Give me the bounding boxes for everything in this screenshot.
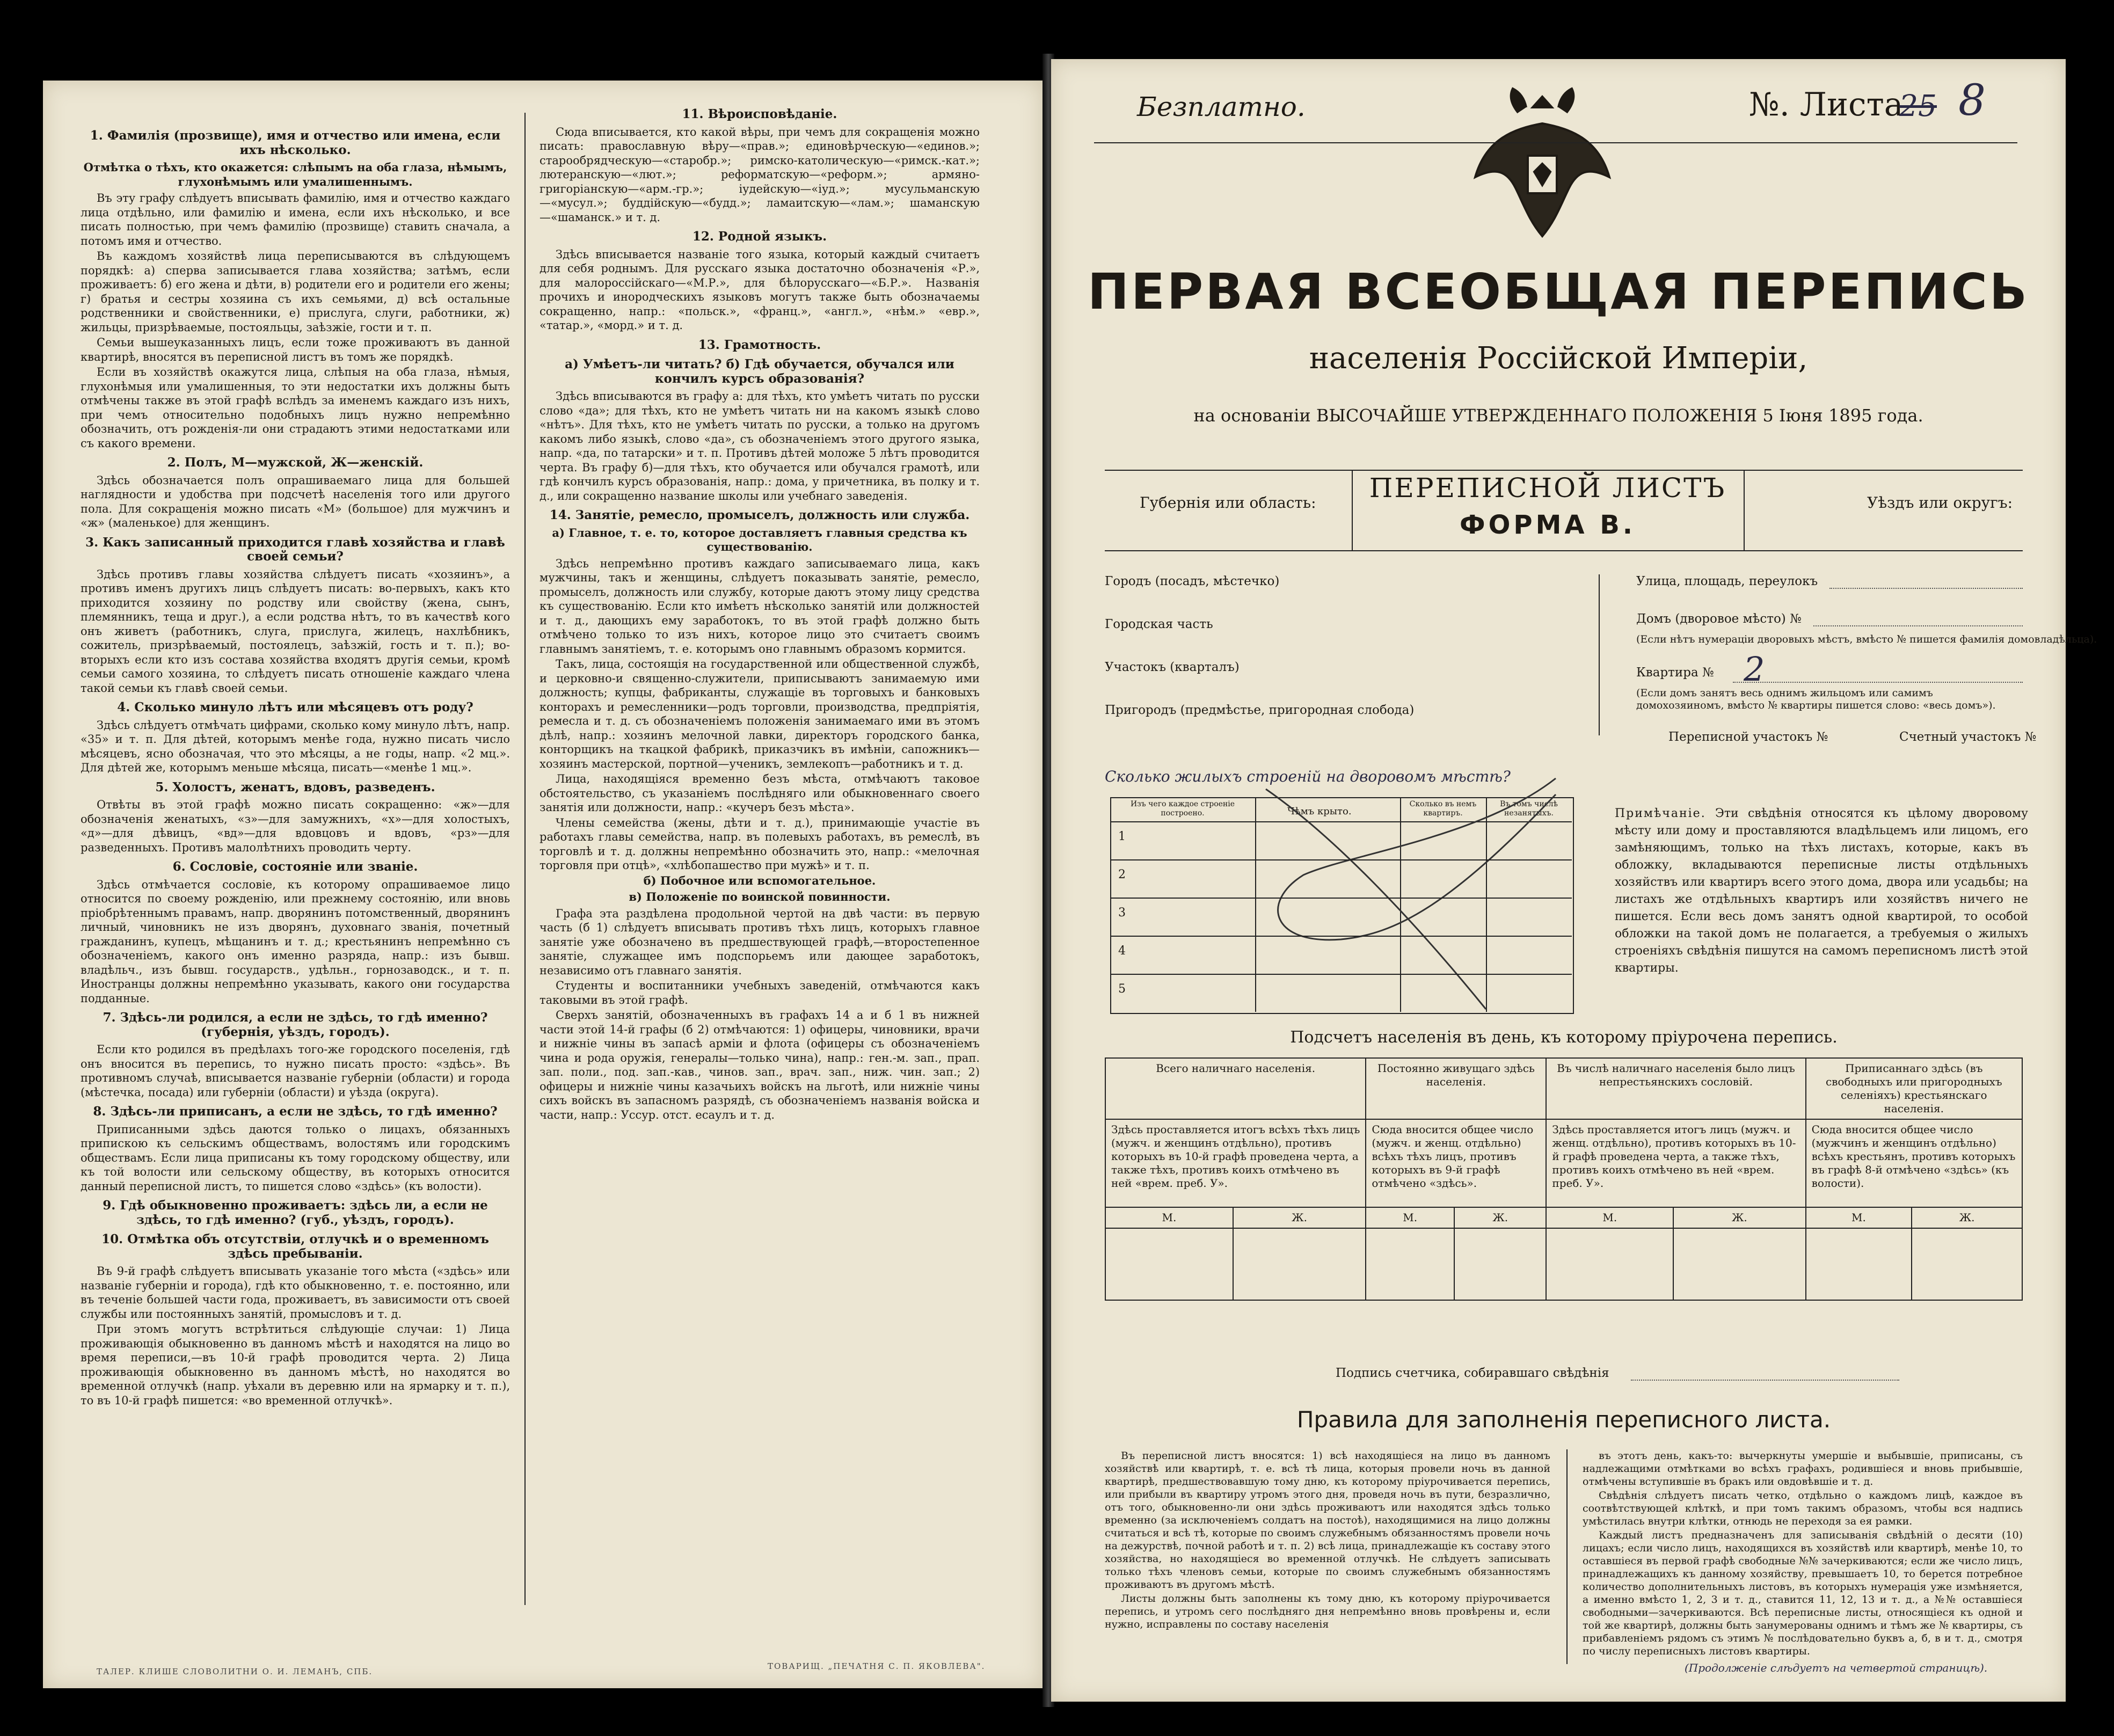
section-heading: 9. Гдѣ обыкновенно проживаетъ: здѣсь ли, а если не здѣсь, то гдѣ именно? (губ., уѣздъ, городъ). bbox=[103, 1198, 488, 1227]
section-heading: 1. Фамилія (прозвище), имя и отчество или имена, если ихъ нѣсколько. bbox=[90, 128, 501, 157]
pop-header-peasant: Приписаннаго здѣсь (въ свободныхъ или пригородныхъ селеніяхъ) крестьянскаго населенія. bbox=[1806, 1058, 2022, 1119]
house-note: (Если нѣтъ нумераціи дворовыхъ мѣстъ, вмѣсто № пишется фамилія домовладѣльца). bbox=[1636, 633, 2097, 645]
paragraph: Здѣсь слѣдуетъ отмѣчать цифрами, сколько кому минуло лѣтъ, напр. «35» и т. п. Для дѣтей, которымъ менѣе года, нужно писать число мѣсяцевъ, ясно обозначая, что это мѣсяцы, а не годы, напр. «2 мц.». Для дѣтей же, которымъ меньше мѣсяца, писать—«менѣе 1 мц.». bbox=[81, 718, 510, 774]
paragraph: Отвѣты въ этой графѣ можно писать сокращенно: «ж»—для обозначенія женатыхъ, «з»—для замужнихъ, «х»—для холостыхъ, «д»—для дѣвицъ, «вд»—для вдовцовъ и вдовъ, «рз»—для разведенныхъ. Противъ малолѣтнихъ проводить черту. bbox=[81, 798, 510, 854]
left-page bbox=[43, 81, 1043, 1688]
apartment-note-text: (Если домъ занятъ весь однимъ жильцомъ или самимъ домохозяиномъ, вмѣсто № квартиры пишется слово: «весь домъ»). bbox=[1636, 687, 1996, 711]
apartment-field[interactable] bbox=[1733, 682, 2023, 683]
header-rule bbox=[1094, 142, 2017, 143]
suburb-label: Пригородъ (предмѣстье, пригородная слобода) bbox=[1105, 703, 1415, 717]
pop-m-3: М. bbox=[1546, 1207, 1673, 1228]
pop-value-cell[interactable] bbox=[1233, 1228, 1366, 1300]
pop-value-cell[interactable] bbox=[1454, 1228, 1546, 1300]
section-heading: 10. Отмѣтка объ отсутствіи, отлучкѣ и о временномъ здѣсь пребываніи. bbox=[101, 1232, 489, 1261]
section-heading: 6. Сословіе, состояніе или званіе. bbox=[172, 859, 418, 874]
apartment-note bbox=[1636, 687, 2017, 712]
population-table bbox=[1105, 1057, 2023, 1301]
paragraph: Здѣсь вписываются въ графу а: для тѣхъ, кто умѣетъ читать по русски слово «да»; для тѣхъ, кто не умѣетъ читать ни на какомъ языкѣ слово «нѣтъ». Для тѣхъ, кто не умѣетъ читать по русски, а только на другомъ какомъ либо языкѣ, слово «да», съ обозначеніемъ этого другого языка, напр. «да, по татарски» и т. п. Противъ дѣтей моложе 5 лѣтъ проводится черта. Въ графу б)—для тѣхъ, кто обучается или обучался грамотѣ, или гдѣ кончилъ курсъ образованія, напр.: дома, у причетника, въ полку и т. д., или сокращенно название школы или учебнаго заведенія. bbox=[540, 390, 980, 502]
pop-f-2: Ж. bbox=[1454, 1207, 1546, 1228]
paragraph: Приписанными здѣсь даются только о лицахъ, обязанныхъ припискою къ сельскимъ обществамъ, волостямъ или городскимъ обществамъ. Если лица приписаны къ тому городскому обществу, или къ той волости или сельскому обществу, въ которыхъ относится данный переписной листъ, то пишется слово «здѣсь» (къ волости). bbox=[81, 1122, 510, 1193]
paragraph: Здѣсь вписывается названіе того языка, который каждый считаетъ для себя роднымъ. Для русскаго языка достаточно обозначенія «Р.», для малороссійскаго—«М.Р.», для бѣлорусскаго—«Б.Р.». Названія прочихъ и инородческихъ языковъ могутъ также быть обозначаемы сокращенно, напр.: «польск.», «франц.», «англ.», «нѣм.» «евр.», «татар.», «морд.» и т. д. bbox=[540, 247, 980, 332]
paragraph: Въ эту графу слѣдуетъ вписывать фамилію, имя и отчество каждаго лица отдѣльно, или фамилію и имена, если ихъ нѣсколько, и все писать полностью, при чемъ фамилію (прозвище) ставить сначала, а потомъ имя и отчество. bbox=[81, 192, 510, 247]
bld-header-material: Изъ чего каждое строеніе построено. bbox=[1130, 800, 1235, 818]
precinct-label: Участокъ (кварталъ) bbox=[1105, 660, 1240, 674]
pop-f-3: Ж. bbox=[1673, 1207, 1805, 1228]
rule-paragraph: Въ переписной листъ вносятся: 1) всѣ находящіеся на лицо въ данномъ хозяйствѣ или квартирѣ, т. е. всѣ тѣ лица, которыя провели ночь въ данной квартирѣ, предшествовавшую тому дню, къ которому пріурочивается перепись, или прибыли въ квартиру утромъ этого дня, проведя ночь въ пути, безразлично, отъ того, обыкновенно-ли они здѣсь проживаютъ или находятся здѣсь только временно (за исключеніемъ солдатъ на постоѣ), находящимися на лицо должны считаться и всѣ тѣ, которые по своимъ служебнымъ обязанностямъ провели ночь на дежурствѣ, почной работѣ и т. п. 2) всѣ лица, принадлежащіе къ составу этого хозяйства, но находящіеся во временной отлучкѣ. Не слѣдуетъ записывать только тѣхъ членовъ семьи, которые по своимъ служебнымъ обязанностямъ проживаютъ въ другомъ мѣстѣ. bbox=[1105, 1450, 1550, 1591]
pop-value-cell[interactable] bbox=[1546, 1228, 1673, 1300]
printer-credit-left: ТАЛЕР. КЛИШЕ СЛОВОЛИТНИ О. И. ЛЕМАНЪ, СПБ. bbox=[97, 1667, 373, 1676]
section-heading: 14. Занятіе, ремесло, промыселъ, должность или служба. bbox=[549, 508, 970, 522]
paragraph: Здѣсь обозначается полъ опрашиваемаго лица для большей наглядности и удобства при подсчетѣ населенія того или другого пола. Для сокращенія можно писать «М» (большое) для мужчинъ и «ж» (маленькое) для женщинъ. bbox=[81, 473, 510, 529]
free-label: Безплатно. bbox=[1137, 91, 1306, 122]
paragraph: Графа эта раздѣлена продольной чертой на двѣ части: въ первую часть (б 1) слѣдуетъ вписывать противъ тѣхъ лицъ, которыхъ главное занятіе уже обозначено въ предшествующей графѣ,—второстепенное занятіе, служащее имъ подспорьемъ или дающее заработокъ, независимо отъ главнаго занятія. bbox=[540, 907, 980, 977]
left-column-1 bbox=[81, 123, 510, 1632]
pop-m-4: М. bbox=[1806, 1207, 1912, 1228]
form-header-bottom-rule bbox=[1105, 550, 2023, 551]
bld-row-number: 4 bbox=[1118, 944, 1126, 958]
printer-credit-right: ТОВАРИЩ. „ПЕЧАТНЯ С. П. ЯКОВЛЕВА". bbox=[768, 1661, 986, 1671]
rule-paragraph: Каждый листъ предназначенъ для записыванія свѣдѣній о десяти (10) лицахъ; если число лицъ, находящихся въ хозяйствѣ или квартирѣ, менѣе 10, то оставшіеся въ первой графѣ свободные №№ зачеркиваются; если же число лицъ, принадлежащихъ къ данному хозяйству, превышаетъ 10, то берется потребное количество дополнительныхъ листовъ, въ которыхъ нумерація уже измѣняется, а именно вмѣсто 1, 2, 3 и т. д., ставится 11, 12, 13 и т. д., а №№ оставшіеся свободными—зачеркиваются. Всѣ переписные листы, относящіеся къ одной и той же квартирѣ, должны быть занумерованы однимъ и тѣмъ же № квартиры, съ прибавленіемъ рядомъ съ этимъ № послѣдовательно буквъ а, б, в и т. д., смотря по числу переписныхъ листовъ квартиры. bbox=[1583, 1529, 2023, 1657]
pop-desc-peasant: Сюда вносится общее число (мужчинъ и женщинъ отдѣльно) всѣхъ крестьянъ, противъ которыхъ въ графѣ 8-й отмѣчено «здѣсь» (къ волости). bbox=[1806, 1119, 2022, 1207]
pop-header-resident: Постоянно живущаго здѣсь населенія. bbox=[1366, 1058, 1546, 1119]
note-text: Эти свѣдѣнія относятся къ цѣлому дворовому мѣсту или дому и проставляются владѣльцемъ или лицомъ, его замѣняющимъ, только на тѣхъ листахъ, которые, какъ въ обложку, вкладываются переписные листы отдѣльныхъ хозяйствъ или квартиръ всего этого дома, двора или усадьбы; на листахъ же отдѣльныхъ квартиръ или хозяйствъ ничего не пишется. Если весь домъ занятъ одной квартирой, то особой обложки на такой домъ не полагается, а требуемыя о жилыхъ строеніяхъ свѣдѣнія пишутся на самомъ переписномъ листѣ этой квартиры. bbox=[1615, 807, 2028, 975]
section-heading: 11. Вѣроисповѣданіе. bbox=[682, 107, 837, 121]
rule-paragraph: Свѣдѣнія слѣдуетъ писать четко, отдѣльно о каждомъ лицѣ, каждое въ соотвѣтствующей клѣткѣ, и при томъ такимъ образомъ, чтобы вся надпись умѣстилась внутри клѣтки, отнюдь не переходя за ея рамки. bbox=[1583, 1490, 2023, 1527]
district-uezd-label: Уѣздъ или округъ: bbox=[1867, 494, 2013, 512]
pop-m-2: М. bbox=[1366, 1207, 1454, 1228]
street-field[interactable] bbox=[1829, 588, 2023, 589]
column-divider bbox=[524, 113, 526, 1605]
census-subtitle: населенія Россійской Имперіи, bbox=[1309, 341, 1808, 376]
buildings-question: Сколько жилыхъ строеній на дворовомъ мѣстѣ? bbox=[1105, 768, 1511, 785]
paragraph: Члены семейства (жены, дѣти и т. д.), принимающіе участіе въ работахъ главы семейства, напр. въ полевыхъ работахъ, въ ремеслѣ, въ торговлѣ и т. д. должны непремѣнно обозначить это, напр.: «мелочная торговля при отцѣ», «хлѣбопашество при мужѣ» и т. п. bbox=[540, 816, 980, 872]
street-label: Улица, площадь, переулокъ bbox=[1636, 574, 1818, 588]
bld-row-rule bbox=[1110, 859, 1572, 860]
census-district-label: Переписной участокъ № bbox=[1668, 730, 1828, 744]
section-subheading: Отмѣтка о тѣхъ, кто окажется: слѣпымъ на оба глаза, нѣмымъ, глухонѣмымъ или умалишеннымъ. bbox=[83, 161, 507, 188]
pop-value-cell[interactable] bbox=[1673, 1228, 1805, 1300]
bld-row-number: 3 bbox=[1118, 906, 1126, 920]
pop-value-cell[interactable] bbox=[1806, 1228, 1912, 1300]
count-district-label: Счетный участокъ № bbox=[1899, 730, 2037, 744]
section-heading: 13. Грамотность. bbox=[698, 337, 821, 352]
city-part-label: Городская часть bbox=[1105, 617, 1213, 631]
section-heading: 3. Какъ записанный приходится главѣ хозяйства и главѣ своей семьи? bbox=[85, 535, 505, 564]
bld-row-number: 1 bbox=[1118, 830, 1126, 843]
paragraph: Студенты и воспитанники учебныхъ заведеній, отмѣчаются какъ таковыми въ этой графѣ. bbox=[540, 979, 980, 1006]
pop-value-cell[interactable] bbox=[1912, 1228, 2022, 1300]
note-title: Примѣчаніе. bbox=[1615, 807, 1706, 820]
pop-header-present: Всего наличнаго населенія. bbox=[1105, 1058, 1366, 1119]
pop-m-1: М. bbox=[1105, 1207, 1233, 1228]
section-heading: 12. Родной языкъ. bbox=[692, 229, 827, 244]
section-heading: 5. Холостъ, женатъ, вдовъ, разведенъ. bbox=[155, 779, 435, 794]
paragraph: Лица, находящіяся временно безъ мѣста, отмѣчаютъ таковое обстоятельство, съ указаніемъ послѣдняго или обыкновеннаго своего занятія или должности, напр.: «кучеръ безъ мѣста». bbox=[540, 772, 980, 814]
paragraph: Въ каждомъ хозяйствѣ лица переписываются въ слѣдующемъ порядкѣ: а) сперва записывается глава хозяйства; затѣмъ, если проживаетъ: б) его жена и дѣти, в) родители его и родители его жены; г) братья и сестры хозяина съ ихъ семьями, д) всѣ остальные родственники и свойственники, е) прислуга, слуги, работники, ж) жильцы, призрѣваемые, постояльцы, заѣзжіе, гости и т. п. bbox=[81, 250, 510, 334]
rules-title: Правила для заполненія переписного листа. bbox=[1296, 1406, 1831, 1433]
rules-column-2 bbox=[1583, 1449, 2023, 1659]
note-block bbox=[1615, 805, 2028, 977]
section-subheading: а) Главное, т. е. то, которое доставляетъ главныя средства къ существованію. bbox=[552, 526, 967, 553]
section-heading: а) Умѣетъ-ли читать? б) Гдѣ обучается, обучался или кончилъ курсъ образованія? bbox=[565, 357, 954, 386]
pop-desc-resident: Сюда вносится общее число (мужч. и женщ. отдѣльно) всѣхъ тѣхъ лицъ, противъ которыхъ въ 9-й графѣ отмѣчено «здѣсь». bbox=[1366, 1119, 1546, 1207]
sheet-number-handwritten: 8 bbox=[1958, 75, 1986, 125]
section-subheading: в) Положеніе по воинской повинности. bbox=[629, 890, 891, 903]
pop-f-1: Ж. bbox=[1233, 1207, 1366, 1228]
section-heading: 2. Полъ, М—мужской, Ж—женскій. bbox=[167, 455, 424, 470]
paragraph: Здѣсь отмѣчается сословіе, къ которому опрашиваемое лицо относится по своему рожденію, или прежнему состоянію, или вновь пріобрѣтеннымъ правамъ, напр. дворянинъ потомственный, дворянинъ личный, чиновникъ не изъ дворянъ, духовнаго званія, почетный гражданинъ, купецъ, мѣщанинъ и т. д.; крестьянинъ непремѣнно съ обозначеніемъ, какого онъ именно разряда, напр.: изъ бывш. владѣльч., изъ бывш. государств., удѣльн., горнозаводск., и т. п. Иностранцы должны непремѣнно указывать, какого они государства подданные. bbox=[81, 878, 510, 1005]
apartment-number-handwritten: 2 bbox=[1744, 650, 1765, 689]
bld-header-roof: Чѣмъ крыто. bbox=[1287, 806, 1352, 817]
form-header-top-rule bbox=[1105, 470, 2023, 471]
pop-header-non-peasant: Въ числѣ наличнаго населенія было лицъ непрестьянскихъ сословій. bbox=[1546, 1058, 1805, 1119]
paragraph: Такъ, лица, состоящія на государственной или общественной службѣ, и церковно-и священно-служители, приписываютъ занимаемую ими должность; купцы, фабриканты, служащіе въ торговыхъ и банковыхъ конторахъ и ремесленники—родъ торговли, производства, предпріятія, ремесла и т. д. съ обозначеніемъ положенія занимаемаго ими въ этомъ дѣлѣ, напр.: хозяинъ мелочной лавки, директоръ городского банка, конторщикъ на ткацкой фабрикѣ, приказчикъ въ имѣніи, сапожникъ—хозяинъ мастерской, портной—ученикъ, землекопъ—работникъ и т. д. bbox=[540, 658, 980, 770]
section-heading: 4. Сколько минуло лѣтъ или мѣсяцевъ отъ роду? bbox=[117, 700, 473, 714]
paragraph: Если въ хозяйствѣ окажутся лица, слѣпыя на оба глаза, нѣмыя, глухонѣмыя или умалишенныя, то эти недостатки ихъ должны быть отмѣчены также въ этой графѣ вслѣдъ за именемъ каждаго изъ нихъ, при чемъ относительно подобныхъ лицъ нужно непремѣнно обозначить, отъ рожденія-ли они страдаютъ этими недостатками или съ какого времени. bbox=[81, 366, 510, 450]
pop-value-cell[interactable] bbox=[1105, 1228, 1233, 1300]
section-heading: 7. Здѣсь-ли родился, а если не здѣсь, то гдѣ именно? (губернія, уѣздъ, городъ). bbox=[103, 1010, 488, 1039]
rule-paragraph: Листы должны быть заполнены къ тому дню, къ которому пріурочивается перепись, и утромъ сего послѣдняго дня непремѣнно вновь провѣрены и, если нужно, исправлены по составу населенія bbox=[1105, 1593, 1550, 1630]
form-type: ФОРМА В. bbox=[1459, 510, 1636, 540]
paragraph: Въ 9-й графѣ слѣдуетъ вписывать указаніе того мѣста («здѣсь» или названіе губерніи и города), гдѣ кто обыкновенно, т. е. постоянно, или въ теченіе большей части года, проживаетъ, въ зависимости отъ своей службы или постоянныхъ занятій, промысловъ и т. д. bbox=[81, 1265, 510, 1321]
paragraph: При этомъ могутъ встрѣтиться слѣдующіе случаи: 1) Лица проживающія обыкновенно въ данномъ мѣстѣ и находятся на лицо во время переписи,—въ 10-й графѣ проводится черта. 2) Лица проживающія обыкновенно въ данномъ мѣстѣ, но находятся во временной отлучкѣ (напр. уѣхали въ деревню или на ярмарку и т. п.), то въ 10-й графѣ пишется: «во временной отлучкѣ». bbox=[81, 1323, 510, 1407]
paragraph: Здѣсь непремѣнно противъ каждаго записываемаго лица, какъ мужчины, такъ и женщины, слѣдуетъ показывать занятіе, ремесло, промыселъ, должность или службу, которые даютъ этому лицу средства къ существованію. Если кто имѣетъ нѣсколько занятій или должностей и т. д., дающихъ ему заработокъ, то въ этой графѣ должно быть отмѣчено только то изъ нихъ, которое лицо это считаетъ своимъ главнымъ занятіемъ, т. е. которымъ оно главнымъ образомъ кормится. bbox=[540, 557, 980, 655]
bld-row-rule bbox=[1110, 898, 1572, 899]
section-heading: 8. Здѣсь-ли приписанъ, а если не здѣсь, то гдѣ именно? bbox=[93, 1104, 498, 1119]
form-title: ПЕРЕПИСНОЙ ЛИСТЪ bbox=[1369, 472, 1726, 504]
bld-header-apartments: Сколько въ немъ квартиръ. bbox=[1409, 800, 1477, 818]
handwritten-crossout bbox=[1255, 773, 1577, 1015]
continued-note: (Продолженіе слѣдуетъ на четвертой страницѣ). bbox=[1685, 1661, 1988, 1674]
paragraph: Семьи вышеуказанныхъ лицъ, если тоже проживаютъ въ данной квартирѣ, вносятся въ переписной листъ въ томъ же порядкѣ. bbox=[81, 336, 510, 363]
rule-paragraph: въ этотъ день, какъ-то: вычеркнуты умершіе и выбывшіе, приписаны, съ надлежащими отмѣтками во всѣхъ графахъ, родившіеся и вновь прибывшіе, отмѣчены вступившіе въ бракъ или овдовѣвшіе и т. д. bbox=[1583, 1450, 2023, 1487]
bld-row-number: 5 bbox=[1118, 982, 1126, 996]
pop-f-4: Ж. bbox=[1912, 1207, 2022, 1228]
sheet-number-label: №. Листа bbox=[1749, 86, 1904, 123]
right-page bbox=[1051, 59, 2097, 1702]
double-headed-eagle-emblem bbox=[1464, 81, 1620, 247]
paragraph: Если кто родился въ предѣлахъ того-же городского поселенія, гдѣ онъ вносится въ перепись, то нужно писать просто: «здѣсь». Въ противномъ случаѣ, вписывается названіе губерніи (области) и города (мѣстечка, посада) или губерніи (области) и уѣзда (округа). bbox=[81, 1043, 510, 1099]
bld-header-vacant: Въ томъ числѣ незанятыхъ. bbox=[1500, 800, 1558, 818]
bld-row-rule bbox=[1110, 936, 1572, 937]
pop-desc-non-peasant: Здѣсь проставляется итогъ лицъ (мужч. и женщ. отдѣльно), противъ которыхъ въ 10-й графѣ проведена черта, а также тѣхъ, противъ коихъ отмѣчено въ ней «врем. преб. У». bbox=[1546, 1119, 1805, 1207]
section-subheading: б) Побочное или вспомогательное. bbox=[643, 873, 876, 887]
signature-field[interactable] bbox=[1631, 1380, 1899, 1381]
population-title: Подсчетъ населенія въ день, къ которому пріурочена перепись. bbox=[1290, 1028, 1838, 1047]
paragraph: Здѣсь противъ главы хозяйства слѣдуетъ писать «хозяинъ», а противъ именъ другихъ лицъ слѣдуетъ писать: во-первыхъ, какъ кто приходится хозяину по родству или свойству (жена, сынъ, племянникъ, теща и друг.), а если родства нѣтъ, то въ качествѣ кого онъ живетъ (работникъ, слуга, прислуга, жилецъ, нахлѣбникъ, сожитель, призрѣваемый, постоялецъ, заѣзжій, гость и т. п.); во-вторыхъ если кто изъ состава хозяйства входятъ другія семьи, кромѣ семьи самого хозяина, то слѣдуетъ писать отношеніе каждаго члена такой семьи къ главѣ своей семьи. bbox=[81, 567, 510, 695]
house-label: Домъ (дворовое мѣсто) № bbox=[1636, 612, 1802, 626]
left-column-2 bbox=[540, 102, 980, 1621]
bld-row-number: 2 bbox=[1118, 868, 1126, 881]
pop-value-cell[interactable] bbox=[1366, 1228, 1454, 1300]
apartment-label: Квартира № bbox=[1636, 666, 1714, 680]
census-title: ПЕРВАЯ ВСЕОБЩАЯ ПЕРЕПИСЬ bbox=[1087, 263, 2030, 320]
rules-column-1 bbox=[1105, 1449, 1550, 1675]
paragraph: Сюда вписывается, кто какой вѣры, при чемъ для сокращенія можно писать: православную вѣру—«прав.»; единовѣрческую—«единов.»; старообрядческую—«старобр.»; римско-католическую—«римск.-кат.»; лютеранскую—«лют.»; реформатскую—«реформ.»; армяно-григоріанскую—«арм.-гр.»; іудейскую—«іуд.»; мусульманскую—«мусул.»; буддійскую—«будд.»; ламаитскую—«лам.»; шаманскую—«шаманск.» и т. д. bbox=[540, 125, 980, 224]
governorate-label: Губернія или область: bbox=[1140, 494, 1316, 512]
legal-basis: на основаніи ВЫСОЧАЙШЕ УТВЕРЖДЕННАГО ПОЛОЖЕНІЯ 5 Іюня 1895 года. bbox=[1193, 405, 1923, 426]
bld-row-rule bbox=[1110, 974, 1572, 975]
pop-desc-present: Здѣсь проставляется итогъ всѣхъ тѣхъ лицъ (мужч. и женщинъ отдѣльно), противъ которыхъ въ 10-й графѣ проведена черта, а также тѣхъ, противъ коихъ отмѣчено въ ней «врем. преб. У». bbox=[1105, 1119, 1366, 1207]
town-label: Городъ (посадъ, мѣстечко) bbox=[1105, 574, 1280, 588]
house-field[interactable] bbox=[1813, 625, 2023, 626]
sheet-number-struck: 25 bbox=[1899, 89, 1937, 123]
paragraph: Сверхъ занятій, обозначенныхъ въ графахъ 14 а и б 1 въ нижней части этой 14-й графы (б 2) отмѣчаются: 1) офицеры, чиновники, врачи и нижніе чины въ запасѣ арміи и флота (офицеры съ обозначеніемъ чина и рода оружія, генералы—только чина), напр.: ген.-м. зап., прап. зап. поли., под. зап.-кав., чинов. зап., врач. зап., ниж. чин. зап.; 2) офицеры и нижніе чины казачьихъ войскъ на льготѣ, или нижніе чины сихъ войскъ въ запасномъ разрядѣ, съ обозначеніемъ названія войска и части, напр.: Уссур. отст. есаулъ и т. д. bbox=[540, 1009, 980, 1121]
signature-label: Подпись счетчика, собиравшаго свѣдѣнія bbox=[1336, 1366, 1609, 1380]
